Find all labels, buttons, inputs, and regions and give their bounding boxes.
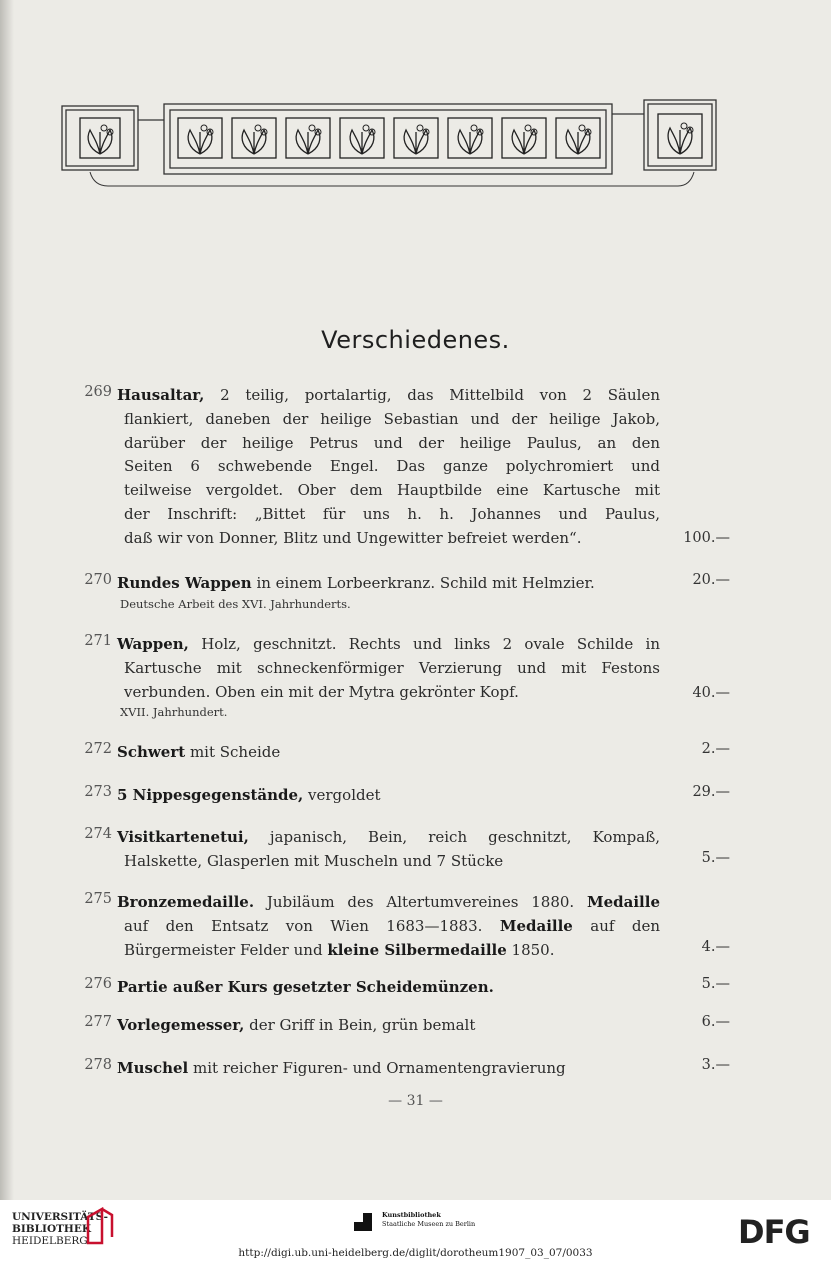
logo-text: BIBLIOTHEK xyxy=(12,1223,91,1235)
entry-line: teilweise vergoldet. Ober dem Hauptbilde eine Kartusche mit xyxy=(124,481,660,500)
lot-number: 273 xyxy=(84,784,112,800)
entry-line: der Inschrift: „Bittet für uns h. h. Johannes und Paulus, xyxy=(124,504,660,523)
leaf-ornament-icon xyxy=(232,118,276,158)
entry-description xyxy=(117,1057,660,1081)
entry-line: Seiten 6 schwebende Engel. Das ganze polychromiert und xyxy=(124,457,660,476)
entry-line: mit reicher Figuren- und Ornamentengravierung xyxy=(188,1059,566,1077)
entry-description xyxy=(117,1014,660,1038)
entry-line: mit Scheide xyxy=(185,743,281,761)
logo-text: Staatliche Museen zu Berlin xyxy=(382,1220,476,1228)
entry-line: Kartusche mit schneckenförmiger Verzierung und mit Festons xyxy=(124,658,660,677)
dfg-logo[interactable]: DFG xyxy=(738,1213,810,1251)
entry-line: darüber der heilige Petrus und der heilige Paulus, an den xyxy=(124,433,660,452)
lot-number: 272 xyxy=(84,741,112,757)
lot-number: 274 xyxy=(84,826,112,842)
entry-heading: Partie außer Kurs gesetzter Scheidemünzen. xyxy=(117,978,494,996)
entry-heading: kleine Silbermedaille xyxy=(327,940,507,959)
entry-heading: 5 Nippesgegenstände, xyxy=(117,786,304,804)
entry-heading: Hausaltar, xyxy=(117,386,205,404)
catalog-entry xyxy=(70,784,730,808)
leaf-ornament-icon xyxy=(178,118,222,158)
entry-heading: Muschel xyxy=(117,1059,189,1077)
entry-subnote: Deutsche Arbeit des XVI. Jahrhunderts. xyxy=(120,596,351,611)
catalog-entry xyxy=(70,826,730,874)
page-number: — 31 — xyxy=(388,1093,443,1109)
entry-heading: Bronzemedaille. xyxy=(117,893,255,911)
lot-number: 269 xyxy=(84,384,112,400)
entry-heading: Vorlegemesser, xyxy=(117,1016,245,1034)
price: 4.— xyxy=(701,939,730,955)
logo-text: UNIVERSITÄTS- xyxy=(12,1211,108,1223)
entry-heading: Medaille xyxy=(587,893,660,911)
price: 29.— xyxy=(692,784,730,800)
entry-line: in einem Lorbeerkranz. Schild mit Helmzier. xyxy=(251,574,595,592)
price: 2.— xyxy=(701,741,730,757)
entry-description xyxy=(117,976,660,1000)
lot-number: 271 xyxy=(84,633,112,649)
catalog-entry xyxy=(70,633,730,728)
lot-number: 275 xyxy=(84,891,112,907)
decorative-header-border xyxy=(60,96,720,192)
kunstbibliothek-logo-icon xyxy=(354,1211,376,1233)
leaf-ornament-icon xyxy=(448,118,492,158)
lot-number: 277 xyxy=(84,1014,112,1030)
logo-text: Kunstbibliothek xyxy=(382,1211,441,1219)
entry-line: 1850. xyxy=(506,940,555,959)
leaf-ornament-icon xyxy=(658,114,702,158)
entry-heading: Rundes Wappen xyxy=(117,574,252,592)
price: 20.— xyxy=(692,572,730,588)
entry-line: Halskette, Glasperlen mit Muscheln und 7 Stücke xyxy=(124,851,504,870)
entry-line: flankiert, daneben der heilige Sebastian und der heilige Jakob, xyxy=(124,409,660,428)
price: 3.— xyxy=(701,1057,730,1073)
lot-number: 276 xyxy=(84,976,112,992)
price: 5.— xyxy=(701,976,730,992)
catalog-entry xyxy=(70,572,730,617)
entry-description xyxy=(117,784,660,808)
entry-description xyxy=(117,384,660,551)
lot-number: 270 xyxy=(84,572,112,588)
entry-heading: Schwert xyxy=(117,743,186,761)
entry-line: Holz, geschnitzt. Rechts und links 2 ovale Schilde in xyxy=(201,635,660,653)
entry-line: japanisch, Bein, reich geschnitzt, Kompaß, xyxy=(269,828,660,846)
catalog-entry xyxy=(70,384,730,554)
entry-line: der Griff in Bein, grün bemalt xyxy=(244,1016,476,1034)
leaf-ornament-icon xyxy=(340,118,384,158)
price: 40.— xyxy=(692,685,730,701)
entry-description xyxy=(117,741,660,765)
entry-heading: Medaille xyxy=(499,916,573,935)
price: 6.— xyxy=(701,1014,730,1030)
permalink-url[interactable]: http://digi.ub.uni-heidelberg.de/diglit/dorotheum1907_03_07/0033 xyxy=(238,1247,593,1259)
entry-line: vergoldet xyxy=(303,786,381,804)
library-emblem-icon xyxy=(84,1207,114,1247)
leaf-ornament-icon xyxy=(556,118,600,158)
section-title: Verschiedenes. xyxy=(321,326,510,354)
entry-line: auf den Entsatz von Wien 1683—1883. xyxy=(124,916,500,935)
entry-line: daß wir von Donner, Blitz und Ungewitter befreiet werden“. xyxy=(124,528,582,547)
entry-line: Bürgermeister Felder und xyxy=(124,940,328,959)
lot-number: 278 xyxy=(84,1057,112,1073)
entry-description xyxy=(117,826,660,874)
catalog-entry xyxy=(70,1057,730,1081)
entry-line: auf den xyxy=(572,916,660,935)
entry-subnote: XVII. Jahrhundert. xyxy=(120,705,228,720)
entry-description xyxy=(117,633,660,721)
catalog-entry xyxy=(70,1014,730,1038)
entry-line: 2 teilig, portalartig, das Mittelbild von 2 Säulen xyxy=(220,386,660,404)
kunstbibliothek-logo[interactable] xyxy=(382,1211,475,1229)
leaf-ornament-icon xyxy=(286,118,330,158)
logo-text: HEIDELBERG xyxy=(12,1235,88,1247)
entry-description xyxy=(117,891,660,962)
catalog-entry xyxy=(70,891,730,963)
catalog-entry xyxy=(70,741,730,765)
leaf-ornament-icon xyxy=(502,118,546,158)
entry-line: Jubiläum des Altertumvereines 1880. xyxy=(254,893,587,911)
price: 100.— xyxy=(683,530,730,546)
price: 5.— xyxy=(701,850,730,866)
leaf-ornament-icon xyxy=(394,118,438,158)
entry-heading: Visitkartenetui, xyxy=(117,828,249,846)
catalog-entry xyxy=(70,976,730,1000)
leaf-tiles xyxy=(80,114,702,158)
entry-description xyxy=(117,572,660,613)
entry-heading: Wappen, xyxy=(117,635,189,653)
entry-line: verbunden. Oben ein mit der Mytra gekrönter Kopf. xyxy=(124,682,519,701)
leaf-ornament-icon xyxy=(80,118,120,158)
